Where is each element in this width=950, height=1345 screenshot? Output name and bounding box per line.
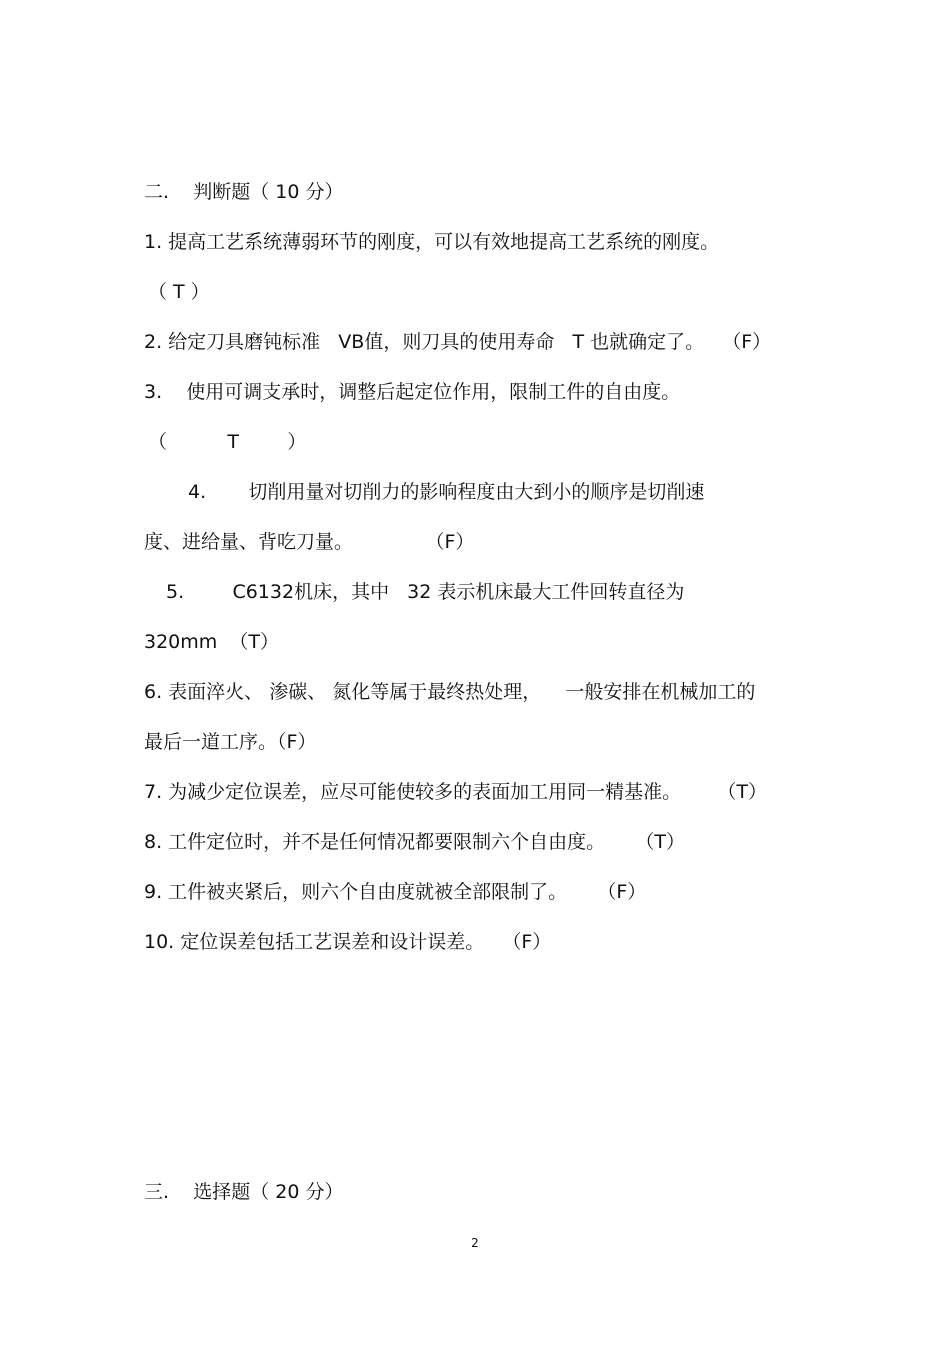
question-3: 3. 使用可调支承时，调整后起定位作用，限制工件的自由度。 — [144, 381, 681, 403]
question-4-continued: 度、进给量、背吃刀量。 （F） — [144, 531, 475, 553]
question-10: 10. 定位误差包括工艺误差和设计误差。 （F） — [144, 931, 552, 953]
question-4: 4. 切削用量对切削力的影响程度由大到小的顺序是切削速 — [188, 481, 705, 503]
question-5: 5. C6132机床，其中 32 表示机床最大工件回转直径为 — [166, 581, 685, 603]
question-1: 1. 提高工艺系统薄弱环节的刚度，可以有效地提高工艺系统的刚度。 — [144, 231, 720, 253]
section-heading-judgment: 二. 判断题（ 10 分） — [144, 181, 344, 203]
question-3-answer: （ T ） — [148, 431, 307, 453]
page-number: 2 — [471, 1236, 479, 1250]
question-6-continued: 最后一道工序。（F） — [144, 731, 317, 753]
question-8: 8. 工件定位时，并不是任何情况都要限制六个自由度。 （T） — [144, 831, 685, 853]
question-2: 2. 给定刀具磨钝标准 VB值，则刀具的使用寿命 T 也就确定了。 （F） — [144, 331, 772, 353]
question-1-answer: （ T ） — [148, 281, 210, 303]
question-7: 7. 为减少定位误差，应尽可能使较多的表面加工用同一精基准。 （T） — [144, 781, 768, 803]
question-5-continued: 320mm （T） — [144, 631, 279, 653]
question-9: 9. 工件被夹紧后，则六个自由度就被全部限制了。 （F） — [144, 881, 647, 903]
section-heading-choice: 三. 选择题（ 20 分） — [144, 1181, 344, 1203]
question-6: 6. 表面淬火、 渗碳、 氮化等属于最终热处理， 一般安排在机械加工的 — [144, 681, 756, 703]
